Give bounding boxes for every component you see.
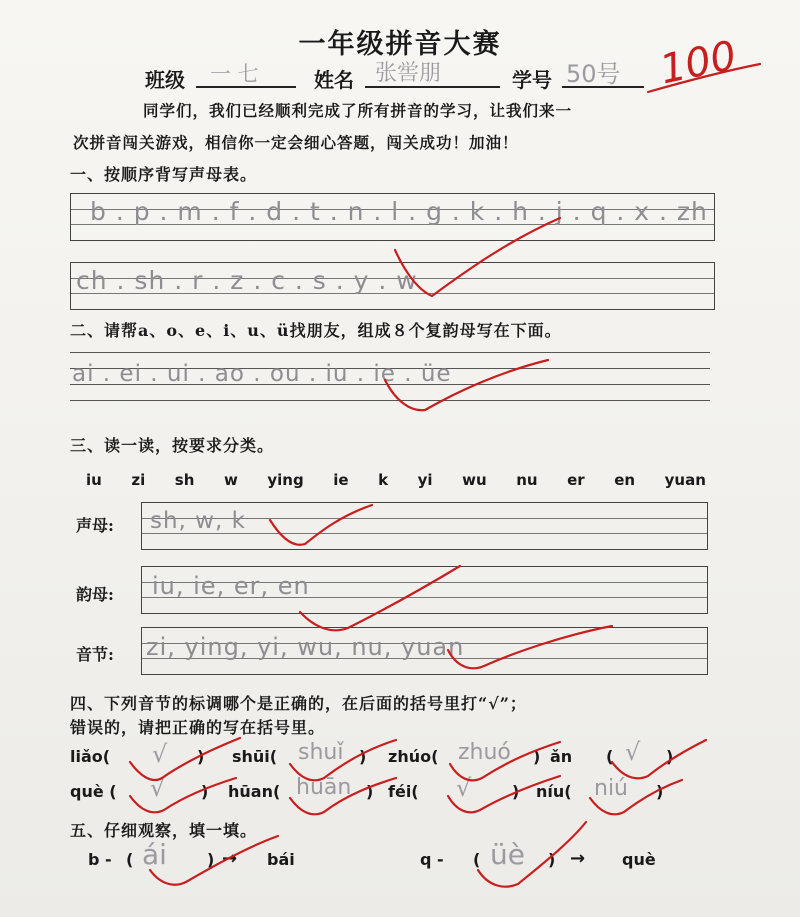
q4-paren-close: ) (666, 747, 674, 766)
q3-word: yuan (664, 471, 706, 489)
q4-answer: zhuó (458, 740, 511, 765)
q3-word: wu (462, 471, 487, 489)
q3-word: ie (333, 471, 349, 489)
score-mark: 100 (656, 32, 741, 94)
q4-answer: huān (296, 775, 352, 800)
yunmu-answer: iu, ie, er, en (152, 572, 310, 600)
q1-title: 一、按顺序背写声母表。 (70, 165, 258, 184)
check-mark (130, 778, 236, 812)
class-value: 一 七 (210, 62, 259, 86)
q5-right-paren-close: ) (548, 850, 556, 869)
q4-answer: √ (625, 738, 641, 766)
q1-answer-2: ch . sh . r . z . c . s . y . w (76, 266, 418, 295)
q4-syllable: féi (388, 782, 412, 801)
q4-paren-close: ) (533, 747, 541, 766)
q5-right-answer: üè (490, 838, 525, 871)
q4-answer: shuǐ (298, 740, 344, 765)
intro-line-2: 次拼音闯关游戏，相信你一定会细心答题，闯关成功！加油！ (73, 133, 519, 152)
q4-title-line-2: 错误的，请把正确的写在括号里。 (70, 718, 326, 737)
check-mark (395, 218, 560, 296)
q4-paren-close: ) (656, 782, 664, 801)
q2-title: 二、请帮a、o、e、i、u、ü找朋友，组成８个复韵母写在下面。 (70, 321, 562, 340)
q4-syllable: ǎn (550, 747, 573, 766)
q1-answer-1: b . p . m . f . d . t . n . l . g . k . h . j . q . x . zh (90, 197, 708, 226)
q4-paren-close: ) (201, 782, 209, 801)
q5-right-prefix: q - (420, 850, 444, 869)
q3-word: en (614, 471, 636, 489)
score-underline (648, 64, 760, 92)
q3-word: nu (516, 471, 538, 489)
q5-right-paren-open: ( (473, 850, 481, 869)
q4-syllable: níu (536, 782, 565, 801)
q5-left-prefix: b - (88, 850, 112, 869)
q4-item: níu( (536, 782, 572, 801)
q3-word: er (567, 471, 585, 489)
q3-title: 三、读一读，按要求分类。 (70, 436, 275, 455)
check-mark (270, 505, 372, 545)
q4-item: hūan( (228, 782, 281, 801)
q4-answer: niú (594, 776, 628, 801)
q4-answer: √ (150, 774, 166, 802)
q3-word: sh (174, 471, 195, 489)
q4-item: liǎo( (70, 747, 111, 766)
name-label: 姓名 (314, 68, 354, 92)
q4-item: zhúo( (388, 747, 439, 766)
id-value: 50号 (566, 60, 621, 88)
check-mark (290, 778, 396, 814)
class-label: 班级 (145, 68, 185, 92)
q4-syllable: liǎo (70, 747, 103, 766)
yunmu-label: 韵母: (76, 585, 114, 604)
q3-word: w (223, 471, 238, 489)
q4-paren-close: ) (197, 747, 205, 766)
q4-item: féi( (388, 782, 419, 801)
check-mark (478, 822, 586, 887)
q4-paren-close: ) (366, 782, 374, 801)
q4-item: shūi( (232, 747, 278, 766)
q4-answer: √ (152, 740, 168, 768)
q4-paren-close: ) (512, 782, 520, 801)
check-mark (300, 566, 460, 630)
check-mark (612, 740, 706, 778)
q4-item: què ( (70, 782, 117, 801)
q3-word: ying (267, 471, 304, 489)
q4-paren-close: ) (359, 747, 367, 766)
page-title: 一年级拼音大赛 (298, 29, 502, 60)
q5-left-result: bái (267, 850, 295, 869)
check-mark (290, 740, 396, 780)
q4-syllable: hūan (228, 782, 273, 801)
yinjie-label: 音节: (76, 645, 114, 664)
yinjie-answer: zi, ying, yi, wu, nu, yuan (146, 633, 465, 661)
shengmu-label: 声母: (76, 516, 114, 535)
check-mark (450, 742, 560, 780)
q4-paren-open: ( (606, 747, 614, 766)
q5-left-answer: ái (142, 838, 167, 871)
arrow-icon: → (222, 848, 238, 869)
q4-answer: √ (456, 774, 472, 802)
shengmu-answer: sh, w, k (150, 508, 246, 534)
q3-word: iu (86, 471, 102, 489)
name-value: 张喾朋 (375, 61, 442, 86)
check-mark (150, 836, 278, 885)
check-mark (590, 780, 682, 814)
check-mark (448, 776, 560, 812)
q4-syllable: shūi (232, 747, 270, 766)
arrow-icon: → (570, 848, 586, 869)
check-mark (385, 360, 548, 410)
q4-syllable: què (70, 782, 104, 801)
intro-line-1: 同学们，我们已经顺利完成了所有拼音的学习，让我们来一 (143, 101, 573, 120)
q5-left-paren-close: ) (207, 850, 215, 869)
q5-left-paren-open: ( (126, 850, 134, 869)
q3-word: k (378, 471, 389, 489)
check-mark (130, 738, 240, 780)
q5-right-result: què (622, 850, 656, 869)
q4-title-line-1: 四、下列音节的标调哪个是正确的，在后面的括号里打“√”； (70, 694, 527, 713)
q2-answer: ai . ei . ui . ao . ou . iu . ie . üe (72, 361, 452, 387)
check-mark (448, 626, 612, 668)
q4-syllable: zhúo (388, 747, 432, 766)
id-label: 学号 (512, 68, 552, 92)
q3-word: yi (417, 471, 433, 489)
q5-title: 五、仔细观察，填一填。 (70, 821, 258, 840)
q3-word: zi (131, 471, 146, 489)
